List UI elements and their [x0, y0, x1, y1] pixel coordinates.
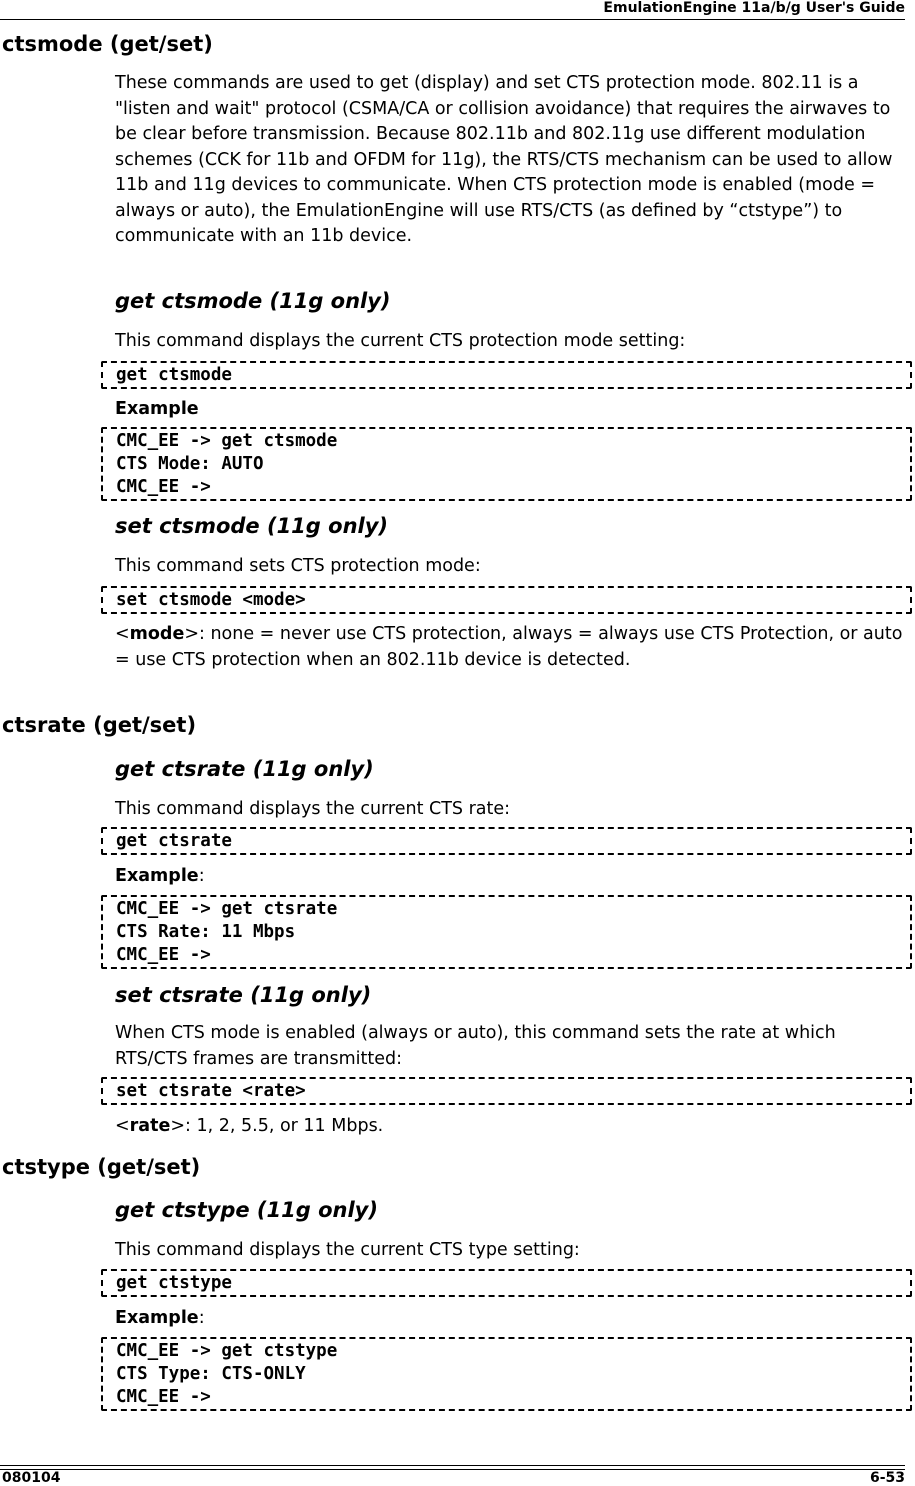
- get-ctsmode-heading: get ctsmode (11g only): [115, 289, 391, 313]
- footer-rule: [0, 1465, 905, 1466]
- code-line: CMC_EE -> get ctstype: [116, 1341, 338, 1361]
- get-ctstype-desc: This command displays the current CTS type setting:: [115, 1240, 580, 1260]
- get-ctsrate-syntax-box: [101, 827, 912, 855]
- ctstype-example-label: Example: [115, 1308, 199, 1328]
- example-colon: :: [198, 866, 205, 886]
- get-ctsmode-syntax: get ctsmode: [116, 365, 232, 385]
- example-colon: :: [198, 1308, 205, 1328]
- code-line: CTS Type: CTS-ONLY: [116, 1364, 306, 1384]
- get-ctstype-heading: get ctstype (11g only): [115, 1198, 378, 1222]
- ctsrate-param-desc: [115, 1114, 905, 1140]
- set-ctsmode-desc: This command sets CTS protection mode:: [115, 556, 481, 576]
- code-line: CMC_EE ->: [116, 1387, 211, 1407]
- get-ctsrate-desc: This command displays the current CTS rate:: [115, 799, 511, 819]
- param-rest: >: none = never use CTS protection, always = always use CTS Protection, or auto = use CTS protection when an 802.11b device is detected.: [115, 624, 903, 670]
- ctstype-heading: ctstype (get/set): [2, 1155, 201, 1179]
- set-ctsrate-heading: set ctsrate (11g only): [115, 983, 372, 1007]
- set-ctsmode-heading: set ctsmode (11g only): [115, 514, 388, 538]
- ctsrate-example-label: Example: [115, 866, 199, 886]
- param-name: mode: [129, 624, 185, 644]
- get-ctsmode-syntax-box: [101, 361, 912, 389]
- page-number: 6-53: [869, 1470, 905, 1486]
- code-line: CMC_EE -> get ctsmode: [116, 431, 338, 451]
- ctsrate-example-label-line: [115, 864, 205, 888]
- ctsmode-example-label: Example: [115, 399, 199, 419]
- set-ctsmode-syntax-box: [101, 586, 912, 614]
- set-ctsrate-syntax: set ctsrate <rate>: [116, 1081, 306, 1101]
- code-line: CMC_EE -> get ctsrate: [116, 899, 338, 919]
- get-ctstype-syntax-box: [101, 1269, 912, 1297]
- footer-rule: [0, 1469, 905, 1470]
- code-line: CTS Rate: 11 Mbps: [116, 922, 296, 942]
- set-ctsrate-desc: When CTS mode is enabled (always or auto), this command sets the rate at which RTS/CTS frames are transmitted:: [115, 1023, 836, 1069]
- param-open: <: [115, 624, 130, 644]
- ctsrate-example-box: [101, 895, 912, 969]
- code-line: CMC_EE ->: [116, 477, 211, 497]
- code-line: CTS Mode: AUTO: [116, 454, 264, 474]
- page-header: [0, 0, 905, 20]
- ctsmode-param-desc: [115, 622, 905, 673]
- get-ctstype-syntax: get ctstype: [116, 1273, 232, 1293]
- ctstype-example-box: [101, 1337, 912, 1411]
- param-rest: >: 1, 2, 5.5, or 11 Mbps.: [170, 1116, 384, 1136]
- set-ctsmode-syntax: set ctsmode <mode>: [116, 590, 306, 610]
- param-open: <: [115, 1116, 130, 1136]
- header-title: EmulationEngine 11a/b/g User's Guide: [603, 0, 905, 16]
- ctsmode-intro: These commands are used to get (display) and set CTS protection mode. 802.11 is a "listen and wait" protocol (CSMA/CA or collision avoidance) that requires the airwaves to be clear before transmission. Because 802.11b and 802.11g use different modulation schemes (CCK for 11b and OFDM for 11g), the RTS/CTS mechanism can be used to allow 11b and 11g devices to communicate. When CTS protection mode is enabled (mode = always or auto), the EmulationEngine will use RTS/CTS (as defined by “ctstype”) to communicate with an 11b device.: [115, 73, 893, 246]
- ctsmode-example-box: [101, 427, 912, 501]
- code-line: CMC_EE ->: [116, 945, 211, 965]
- get-ctsrate-syntax: get ctsrate: [116, 831, 232, 851]
- get-ctsrate-heading: get ctsrate (11g only): [115, 757, 374, 781]
- footer-doc-id: 080104: [2, 1470, 61, 1486]
- ctstype-example-label-line: [115, 1306, 205, 1330]
- set-ctsrate-syntax-box: [101, 1077, 912, 1105]
- param-name: rate: [129, 1116, 171, 1136]
- get-ctsmode-desc: This command displays the current CTS protection mode setting:: [115, 331, 686, 351]
- ctsmode-heading: ctsmode (get/set): [2, 32, 213, 56]
- ctsrate-heading: ctsrate (get/set): [2, 713, 197, 737]
